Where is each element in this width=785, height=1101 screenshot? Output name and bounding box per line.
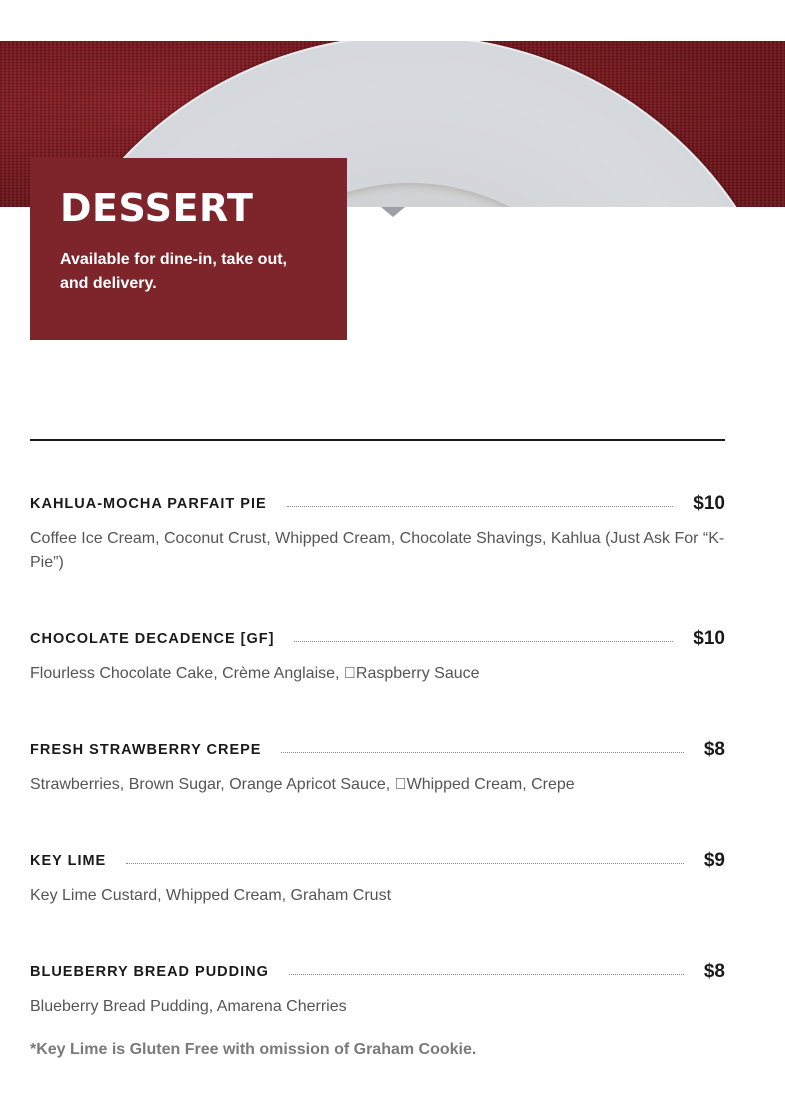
leader-dots [126,863,684,864]
leader-dots [287,506,674,507]
menu-item-price: $10 [693,493,725,514]
menu-item-description: Key Lime Custard, Whipped Cream, Graham Crust [30,887,392,904]
section-divider [30,439,725,441]
leader-dots [281,752,683,753]
leader-dots [289,974,684,975]
menu-item-header [30,627,725,651]
menu-item [30,492,725,575]
menu-item-description: Coffee Ice Cream, Coconut Crust, Whipped Cream, Chocolate Shavings, Kahlua (Just Ask For “K-Pie”) [30,530,725,571]
menu-item-description: Strawberries, Brown Sugar, Orange Apricot Sauce,  Whipped Cream, Crepe [30,776,575,793]
menu-item-description: Blueberry Bread Pudding, Amarena Cherries [30,998,347,1015]
menu-item [30,960,725,1019]
menu-item-name: KAHLUA-MOCHA PARFAIT PIE [30,496,267,512]
menu-item-name: FRESH STRAWBERRY CREPE [30,742,262,758]
menu-item-header [30,492,725,516]
menu-item-price: $10 [693,628,725,649]
menu-item-price: $8 [703,961,725,982]
menu-item-header [30,960,725,984]
menu-item-description: Flourless Chocolate Cake, Crème Anglaise,  Raspberry Sauce [30,665,480,682]
menu-item-price: $9 [703,850,725,871]
menu-item [30,849,725,908]
menu-item [30,627,725,686]
menu-item-header [30,849,725,873]
page-title: DESSERT [60,186,254,230]
menu-item-name: CHOCOLATE DECADENCE [GF] [30,631,275,647]
menu-footnote: *Key Lime is Gluten Free with omission of Graham Cookie. [30,1041,477,1058]
menu-item-name: BLUEBERRY BREAD PUDDING [30,964,269,980]
menu-item-name: KEY LIME [30,853,107,869]
menu-item-header [30,738,725,762]
page-subtitle: Available for dine-in, take out, and delivery. [60,251,287,292]
title-box [30,158,347,340]
menu-item-price: $8 [703,739,725,760]
hero-notch [381,207,405,217]
leader-dots [294,641,673,642]
menu-item [30,738,725,797]
